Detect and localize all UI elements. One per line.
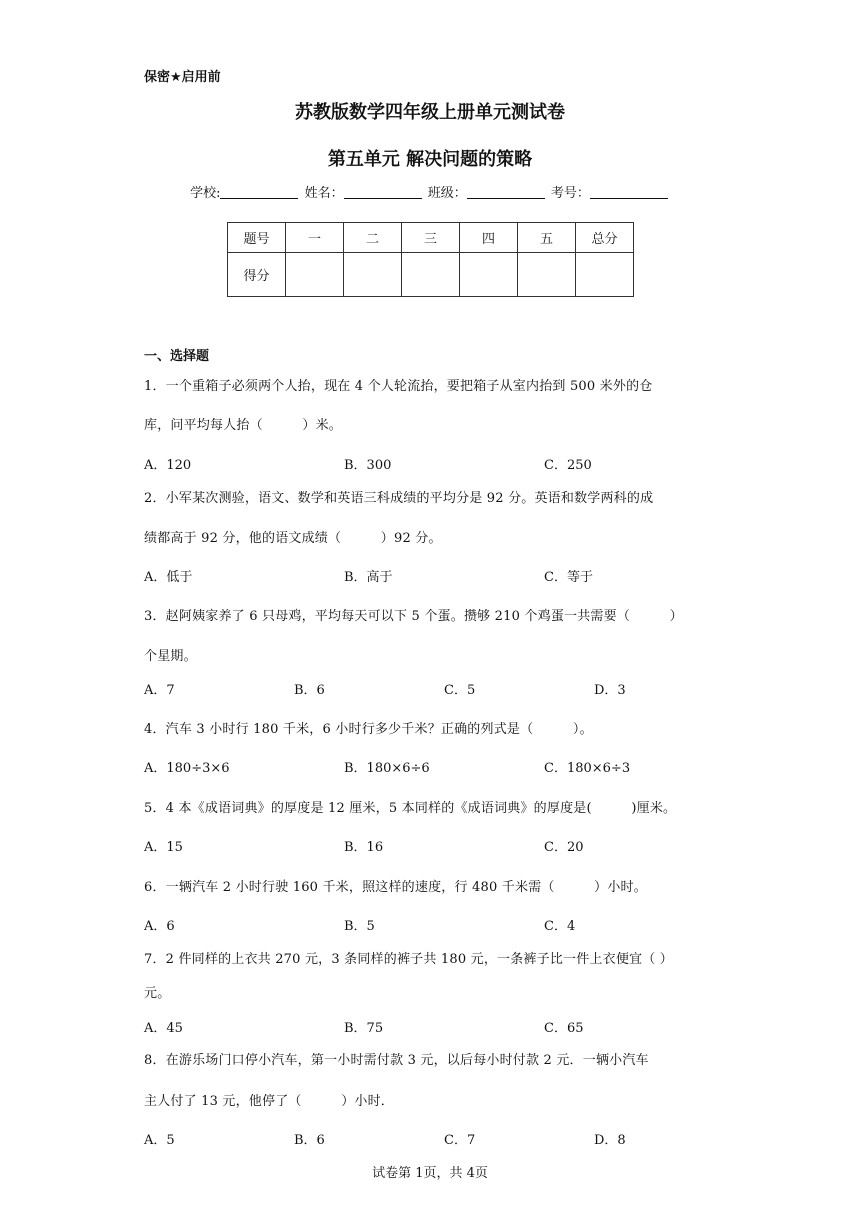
school-label: 学校:	[190, 186, 221, 201]
score-table-cell: 三	[402, 223, 460, 253]
score-table-cell: 二	[344, 223, 402, 253]
question-8-line-1: 8．在游乐场门口停小汽车，第一小时需付款 3 元，以后每小时付款 2 元．一辆小汽车	[144, 1053, 649, 1068]
score-input-cell[interactable]	[344, 253, 402, 297]
question-5-line-1: 5．4 本《成语词典》的厚度是 12 厘米，5 本同样的《成语词典》的厚度是( )厘米。	[144, 801, 677, 816]
score-input-cell[interactable]	[286, 253, 344, 297]
question-7-option-c[interactable]: C．65	[544, 1021, 584, 1036]
score-input-cell[interactable]	[402, 253, 460, 297]
score-table-cell: 五	[518, 223, 576, 253]
score-input-cell[interactable]	[460, 253, 518, 297]
question-2-option-c[interactable]: C．等于	[544, 570, 593, 585]
question-5-option-c[interactable]: C．20	[544, 840, 584, 855]
question-3-option-a[interactable]: A．7	[144, 683, 175, 698]
question-6-option-a[interactable]: A．6	[144, 919, 175, 934]
page-footer: 试卷第 1页，共 4页	[372, 1166, 488, 1181]
class-field[interactable]	[467, 184, 545, 199]
student-info-line	[0, 182, 860, 201]
section-title: 一、选择题	[144, 349, 210, 364]
question-3-option-c[interactable]: C．5	[444, 683, 476, 698]
question-7-line-2: 元。	[144, 986, 171, 1001]
question-5-option-a[interactable]: A．15	[144, 840, 183, 855]
question-8-option-c[interactable]: C．7	[444, 1133, 476, 1148]
question-4-option-b[interactable]: B．180×6÷6	[344, 761, 430, 776]
question-7-option-a[interactable]: A．45	[144, 1021, 183, 1036]
question-1-line-1: 1．一个重箱子必须两个人抬，现在 4 个人轮流抬，要把箱子从室内抬到 500 米外的仓	[144, 379, 653, 394]
question-2-option-a[interactable]: A．低于	[144, 570, 193, 585]
question-6-option-b[interactable]: B．5	[344, 919, 375, 934]
score-table	[227, 222, 634, 297]
question-8-option-a[interactable]: A．5	[144, 1133, 175, 1148]
score-table-cell: 得分	[228, 253, 286, 297]
score-table-cell: 一	[286, 223, 344, 253]
question-2-line-2: 绩都高于 92 分，他的语文成绩（ ）92 分。	[144, 531, 442, 546]
question-4-option-a[interactable]: A．180÷3×6	[144, 761, 230, 776]
question-1-option-a[interactable]: A．120	[144, 458, 192, 473]
question-7-line-1: 7．2 件同样的上衣共 270 元，3 条同样的裤子共 180 元，一条裤子比一件上衣便宜（ ）	[144, 952, 673, 967]
question-1-option-c[interactable]: C．250	[544, 458, 592, 473]
page-title: 苏教版数学四年级上册单元测试卷	[295, 102, 565, 123]
question-1-line-2: 库，问平均每人抬（ ）米。	[144, 418, 343, 433]
question-3-line-2: 个星期。	[144, 649, 197, 664]
question-8-option-b[interactable]: B．6	[294, 1133, 325, 1148]
score-table-cell: 四	[460, 223, 518, 253]
question-2-option-b[interactable]: B．高于	[344, 570, 393, 585]
question-1-option-b[interactable]: B．300	[344, 458, 392, 473]
secret-label: 保密★启用前	[144, 70, 221, 85]
question-8-option-d[interactable]: D．8	[594, 1133, 626, 1148]
question-4-option-c[interactable]: C．180×6÷3	[544, 761, 631, 776]
class-label: 班级：	[427, 186, 467, 201]
question-3-option-d[interactable]: D．3	[594, 683, 626, 698]
question-6-line-1: 6．一辆汽车 2 小时行驶 160 千米，照这样的速度，行 480 千米需（ ）小时。	[144, 880, 647, 895]
question-4-line-1: 4．汽车 3 小时行 180 千米，6 小时行多少千米？正确的列式是（ ）。	[144, 722, 593, 737]
question-2-line-1: 2．小军某次测验，语文、数学和英语三科成绩的平均分是 92 分。英语和数学两科的成	[144, 491, 654, 506]
question-3-option-b[interactable]: B．6	[294, 683, 325, 698]
question-8-line-2: 主人付了 13 元，他停了（ ）小时．	[144, 1094, 395, 1109]
exam-no-label: 考号：	[550, 186, 590, 201]
question-3-line-1: 3．赵阿姨家养了 6 只母鸡，平均每天可以下 5 个蛋。攒够 210 个鸡蛋一共需要（ ）	[144, 609, 683, 624]
school-field[interactable]	[220, 184, 298, 199]
score-table-cell: 总分	[576, 223, 634, 253]
score-table-score-row	[228, 253, 634, 297]
score-input-cell[interactable]	[518, 253, 576, 297]
question-5-option-b[interactable]: B．16	[344, 840, 384, 855]
question-7-option-b[interactable]: B．75	[344, 1021, 384, 1036]
page-subtitle: 第五单元 解决问题的策略	[327, 149, 533, 170]
score-table-cell: 题号	[228, 223, 286, 253]
score-input-cell[interactable]	[576, 253, 634, 297]
name-field[interactable]	[344, 184, 422, 199]
score-table-header-row	[228, 223, 634, 253]
question-6-option-c[interactable]: C．4	[544, 919, 576, 934]
exam-no-field[interactable]	[590, 184, 668, 199]
name-label: 姓名：	[304, 186, 344, 201]
